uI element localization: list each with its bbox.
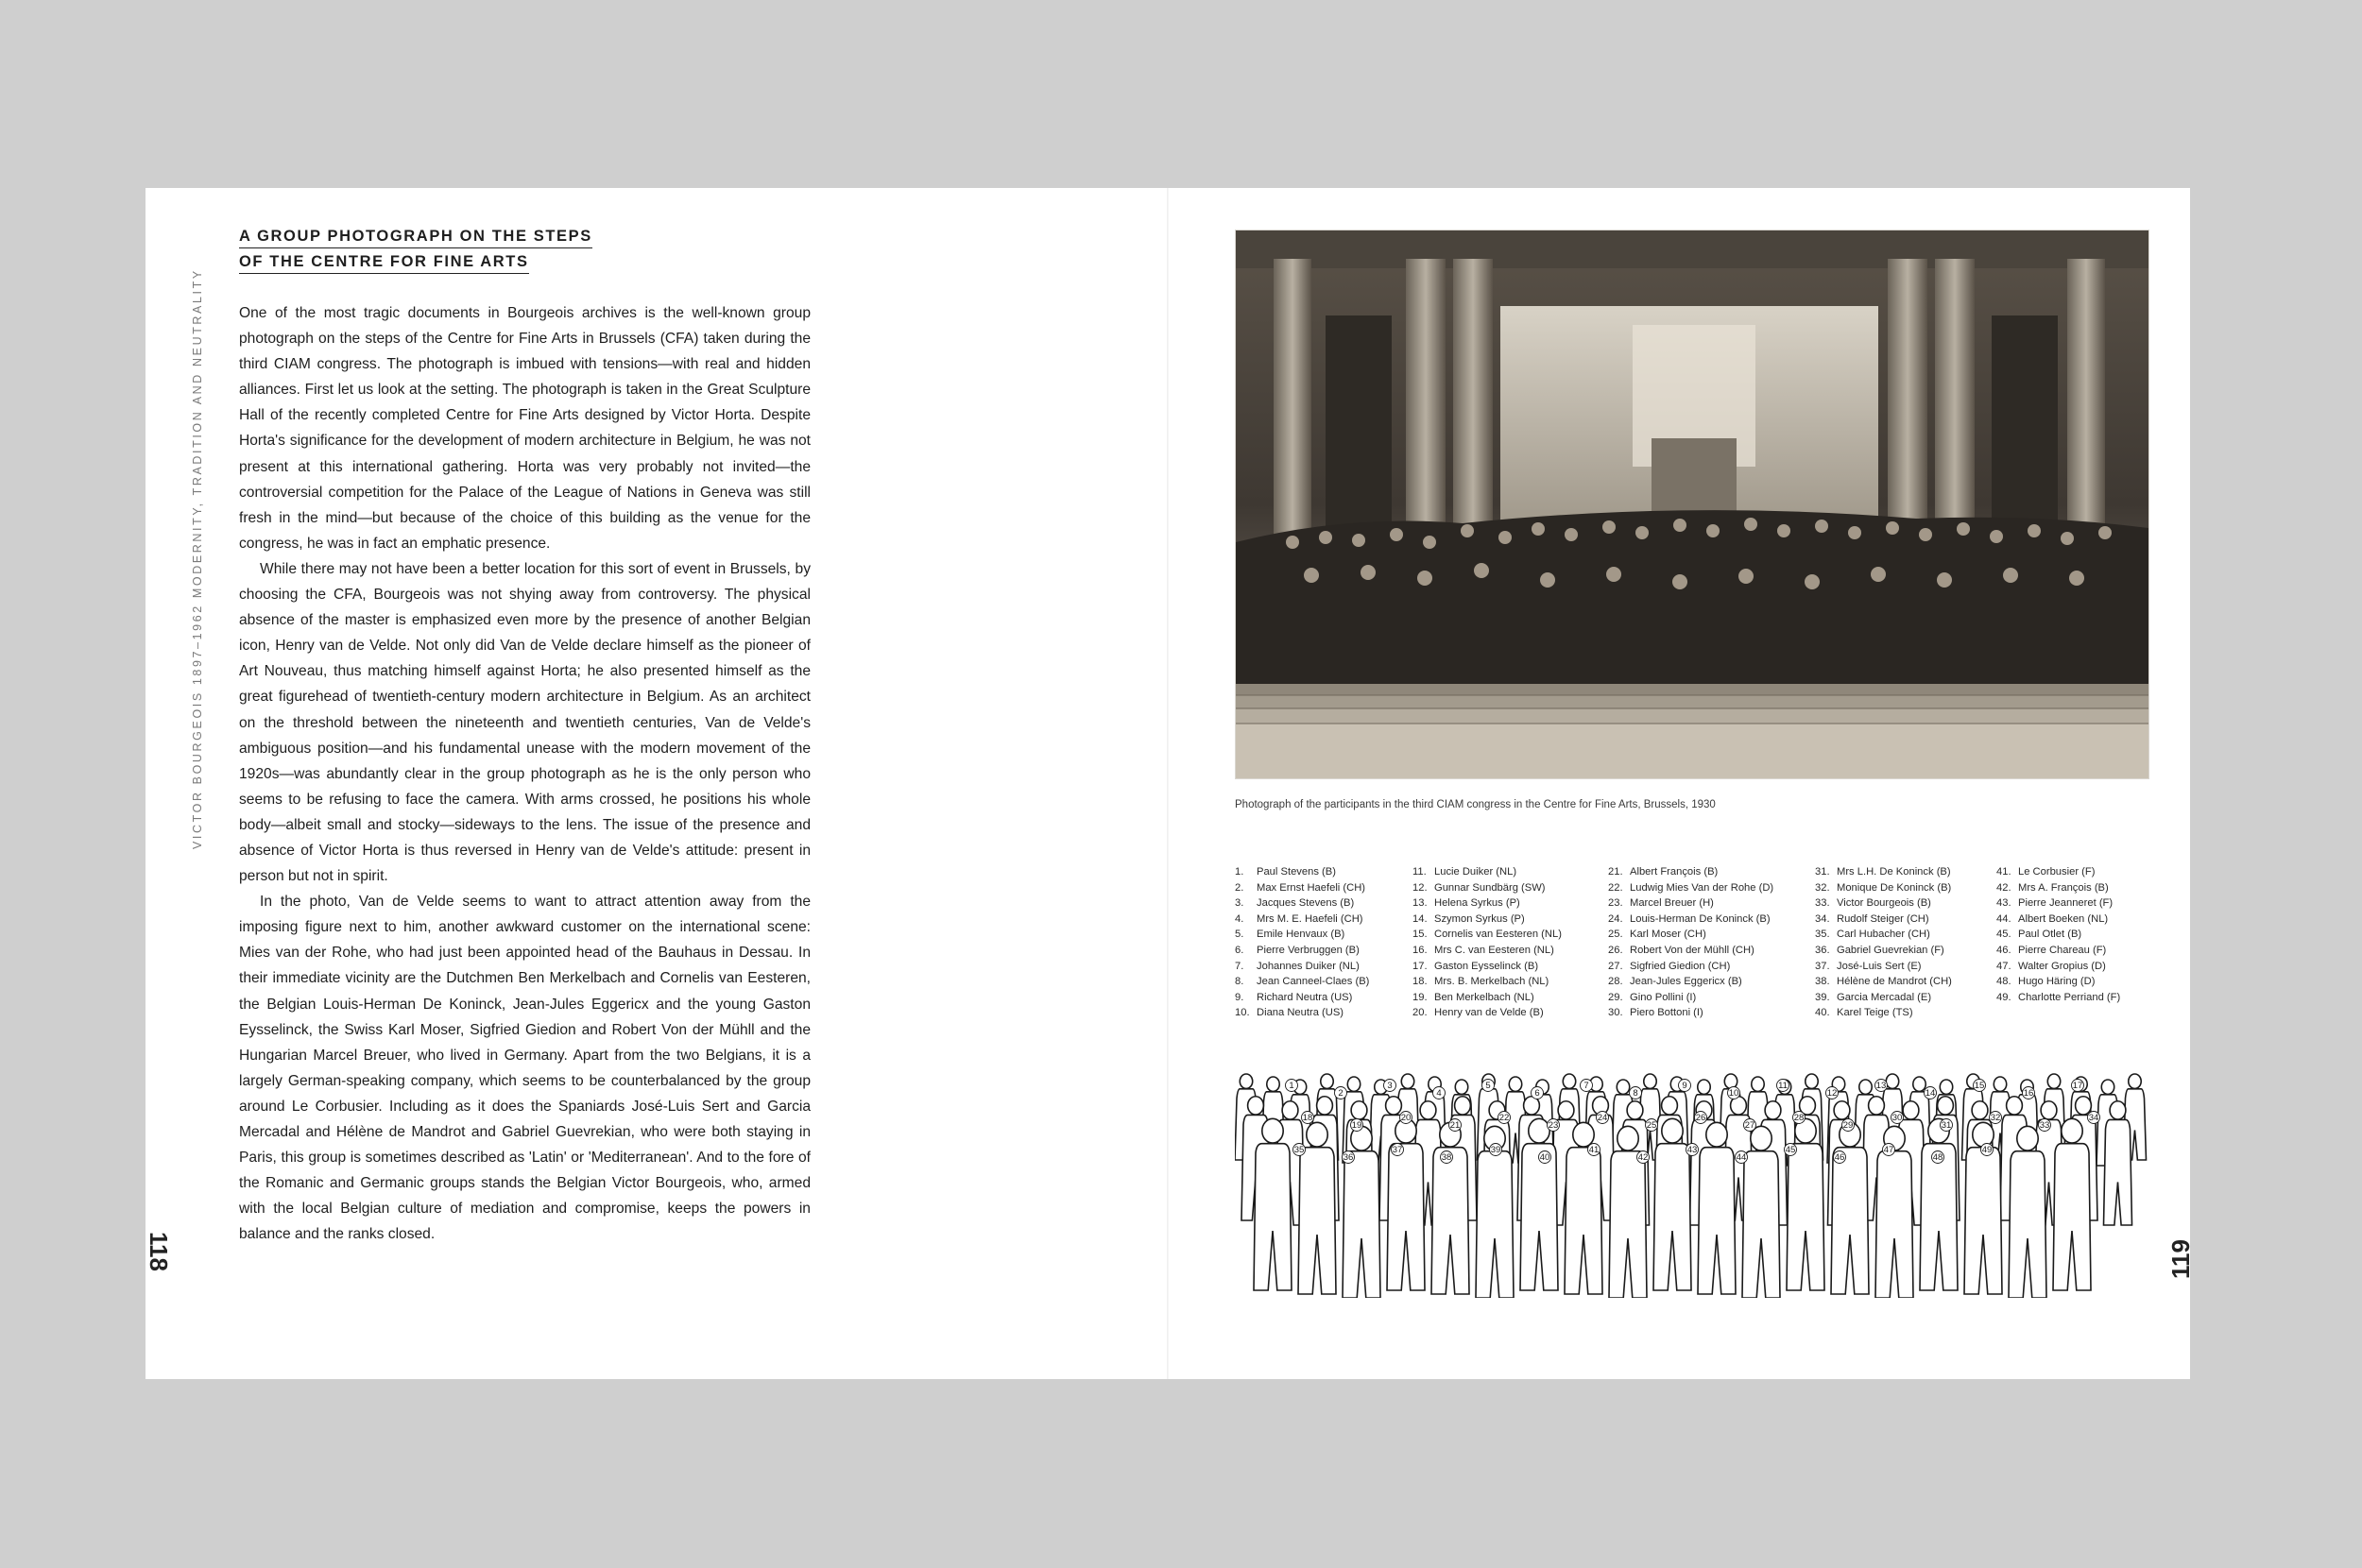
sketch-label: 10 bbox=[1728, 1088, 1739, 1099]
sketch-figure bbox=[1520, 1118, 1558, 1290]
photo-caption: Photograph of the participants in the third CIAM congress in the Centre for Fine Arts, Brussels, 1930 bbox=[1235, 799, 1716, 810]
sketch-label: 3 bbox=[1387, 1081, 1393, 1091]
legend-item: 9. Richard Neutra (US) bbox=[1235, 991, 1353, 1003]
sketch-figure bbox=[1742, 1126, 1780, 1298]
legend-item: 32. Monique De Koninck (B) bbox=[1815, 881, 1952, 894]
sketch-label: 21 bbox=[1449, 1120, 1461, 1131]
legend-item: 46. Pierre Chareau (F) bbox=[1996, 944, 2107, 956]
sketch-label: 26 bbox=[1695, 1113, 1706, 1123]
sketch-label: 44 bbox=[1736, 1152, 1747, 1163]
legend-item: 45. Paul Otlet (B) bbox=[1996, 929, 2082, 941]
page-number-left: 118 bbox=[145, 1232, 173, 1271]
sketch-label: 29 bbox=[1842, 1120, 1854, 1131]
right-page bbox=[1168, 188, 2195, 1379]
legend-item: 36. Gabriel Guevrekian (F) bbox=[1815, 944, 1944, 956]
sketch-label: 30 bbox=[1891, 1113, 1903, 1123]
legend-column-3 bbox=[1608, 864, 1773, 1021]
participant-legend bbox=[1235, 864, 2148, 1034]
sketch-label: 7 bbox=[1583, 1081, 1589, 1091]
legend-column-1 bbox=[1235, 864, 1369, 1021]
sketch-label: 25 bbox=[1646, 1120, 1657, 1131]
article-body bbox=[239, 300, 811, 1247]
sketch-label: 8 bbox=[1633, 1088, 1638, 1099]
sketch-label: 41 bbox=[1588, 1145, 1600, 1155]
legend-item: 25. Karl Moser (CH) bbox=[1608, 929, 1706, 941]
sketch-label: 42 bbox=[1637, 1152, 1649, 1163]
sketch-figure bbox=[1254, 1118, 1292, 1290]
sketch-label: 37 bbox=[1392, 1145, 1403, 1155]
sketch-figure bbox=[1920, 1118, 1958, 1290]
sketch-label: 5 bbox=[1485, 1081, 1491, 1091]
sketch-label: 18 bbox=[1302, 1113, 1313, 1123]
legend-item: 21. Albert François (B) bbox=[1608, 866, 1719, 878]
sketch-label: 27 bbox=[1744, 1120, 1755, 1131]
legend-item: 40. Karel Teige (TS) bbox=[1815, 1007, 1913, 1019]
legend-item: 31. Mrs L.H. De Koninck (B) bbox=[1815, 866, 1951, 878]
legend-column-4 bbox=[1815, 864, 1952, 1021]
sketch-label: 14 bbox=[1925, 1088, 1936, 1099]
sketch-figure bbox=[2009, 1126, 2046, 1298]
legend-item: 15. Cornelis van Eesteren (NL) bbox=[1412, 929, 1562, 941]
legend-item: 23. Marcel Breuer (H) bbox=[1608, 897, 1714, 910]
legend-item: 22. Ludwig Mies Van der Rohe (D) bbox=[1608, 881, 1774, 894]
sketch-label: 15 bbox=[1974, 1081, 1985, 1091]
sketch-label: 48 bbox=[1932, 1152, 1943, 1163]
group-photograph bbox=[1235, 230, 2149, 779]
legend-item: 24. Louis-Herman De Koninck (B) bbox=[1608, 912, 1771, 925]
sketch-label: 38 bbox=[1441, 1152, 1452, 1163]
sketch-label: 4 bbox=[1436, 1088, 1442, 1099]
sketch-label: 20 bbox=[1400, 1113, 1412, 1123]
legend-item: 13. Helena Syrkus (P) bbox=[1412, 897, 1520, 910]
sketch-label: 19 bbox=[1351, 1120, 1362, 1131]
sketch-figure bbox=[1831, 1122, 1869, 1294]
legend-item: 14. Szymon Syrkus (P) bbox=[1412, 912, 1525, 925]
legend-item: 33. Victor Bourgeois (B) bbox=[1815, 897, 1931, 910]
page-number-right: 119 bbox=[2166, 1239, 2195, 1279]
sketch-label: 1 bbox=[1289, 1081, 1294, 1091]
sketch-label: 13 bbox=[1875, 1081, 1887, 1091]
legend-item: 10. Diana Neutra (US) bbox=[1235, 1007, 1344, 1019]
legend-column-2 bbox=[1412, 864, 1562, 1021]
sketch-label: 43 bbox=[1686, 1145, 1698, 1155]
legend-item: 41. Le Corbusier (F) bbox=[1996, 866, 2096, 878]
legend-item: 3. Jacques Stevens (B) bbox=[1235, 897, 1355, 910]
legend-item: 4. Mrs M. E. Haefeli (CH) bbox=[1235, 912, 1363, 925]
sketch-label: 40 bbox=[1539, 1152, 1550, 1163]
paragraph-2: While there may not have been a better location for this sort of event in Brussels, by choosing the CFA, Bourgeois was not shying away from controversy. The physical absence of the master is emphasized even more by the presence of another Belgian icon, Henry van de Velde. Not only did Van de Velde declare himself as the pioneer of Art Nouveau, thus matching himself against Horta; he also presented himself as the great figurehead of twentieth-century modern architecture in Belgium. As an architect on the threshold between the nineteenth and twentieth centuries, Van de Velde's ambiguous position—and his fundamental unease with the modern movement of the 1920s—was abundantly clear in the group photograph as he is the only person who seems to be refusing to face the camera. With arms crossed, he positions his whole body—albeit small and stocky—sideways to the lens. The issue of the presence and absence of Victor Horta is thus reversed in Henry van de Velde's attitude: present in person but not in spirit. bbox=[239, 560, 811, 885]
sketch-label: 35 bbox=[1293, 1145, 1305, 1155]
sketch-label: 49 bbox=[1981, 1145, 1993, 1155]
legend-item: 34. Rudolf Steiger (CH) bbox=[1815, 912, 1929, 925]
sketch-label: 31 bbox=[1941, 1120, 1952, 1131]
sketch-label: 12 bbox=[1826, 1088, 1838, 1099]
left-page bbox=[145, 188, 1168, 1379]
legend-item: 7. Johannes Duiker (NL) bbox=[1235, 960, 1360, 972]
sketch-label: 22 bbox=[1498, 1113, 1510, 1123]
section-title-line-1: A GROUP PHOTOGRAPH ON THE STEPS bbox=[239, 225, 592, 248]
legend-item: 18. Mrs. B. Merkelbach (NL) bbox=[1412, 976, 1549, 988]
sketch-figure bbox=[1653, 1118, 1691, 1290]
sketch-label: 47 bbox=[1883, 1145, 1894, 1155]
legend-item: 1. Paul Stevens (B) bbox=[1235, 866, 1336, 878]
legend-item: 30. Piero Bottoni (I) bbox=[1608, 1007, 1703, 1019]
book-spread bbox=[145, 188, 2195, 1379]
legend-item: 39. Garcia Mercadal (E) bbox=[1815, 991, 1932, 1003]
sketch-label: 16 bbox=[2023, 1088, 2034, 1099]
sketch-label: 32 bbox=[1990, 1113, 2001, 1123]
legend-item: 12. Gunnar Sundbärg (SW) bbox=[1412, 881, 1546, 894]
legend-item: 47. Walter Gropius (D) bbox=[1996, 960, 2106, 972]
legend-item: 19. Ben Merkelbach (NL) bbox=[1412, 991, 1534, 1003]
numbered-figure-outline bbox=[1235, 1071, 2148, 1298]
sketch-label: 34 bbox=[2088, 1113, 2099, 1123]
legend-item: 20. Henry van de Velde (B) bbox=[1412, 1007, 1544, 1019]
sketch-label: 24 bbox=[1597, 1113, 1608, 1123]
legend-item: 29. Gino Pollini (I) bbox=[1608, 991, 1697, 1003]
paragraph-1: One of the most tragic documents in Bourgeois archives is the well-known group photograph on the steps of the Centre for Fine Arts in Brussels (CFA) taken during the third CIAM congress. The photograph is imbued with tensions—with real and hidden alliances. First let us look at the setting. The photograph is taken in the Great Sculpture Hall of the recently completed Centre for Fine Arts designed by Victor Horta. Despite Horta's significance for the development of modern architecture in Belgium, he was not present at this international gathering. Horta was very probably not invited—the controversial competition for the Palace of the League of Nations in Geneva was still fresh in the mind—but because of the choice of this building as the venue for the congress, he was in fact an emphatic presence. bbox=[239, 305, 811, 552]
sketch-label: 2 bbox=[1338, 1088, 1344, 1099]
sketch-label: 45 bbox=[1785, 1145, 1796, 1155]
legend-item: 42. Mrs A. François (B) bbox=[1996, 881, 2109, 894]
sketch-figure bbox=[2053, 1118, 2091, 1290]
sketch-label: 6 bbox=[1534, 1088, 1540, 1099]
legend-item: 28. Jean-Jules Eggericx (B) bbox=[1608, 976, 1742, 988]
legend-item: 49. Charlotte Perriand (F) bbox=[1996, 991, 2121, 1003]
legend-item: 27. Sigfried Giedion (CH) bbox=[1608, 960, 1731, 972]
sketch-figure bbox=[1698, 1122, 1736, 1294]
section-title bbox=[239, 224, 711, 275]
legend-item: 35. Carl Hubacher (CH) bbox=[1815, 929, 1930, 941]
legend-item: 44. Albert Boeken (NL) bbox=[1996, 912, 2109, 925]
sketch-label: 33 bbox=[2039, 1120, 2050, 1131]
sketch-label: 39 bbox=[1490, 1145, 1501, 1155]
sketch-label: 11 bbox=[1778, 1081, 1788, 1091]
legend-item: 43. Pierre Jeanneret (F) bbox=[1996, 897, 2114, 910]
legend-item: 11. Lucie Duiker (NL) bbox=[1412, 866, 1517, 878]
legend-column-5 bbox=[1996, 864, 2120, 1005]
legend-item: 2. Max Ernst Haefeli (CH) bbox=[1235, 881, 1366, 894]
sketch-label: 9 bbox=[1682, 1081, 1687, 1091]
legend-item: 5. Emile Henvaux (B) bbox=[1235, 929, 1345, 941]
legend-item: 16. Mrs C. van Eesteren (NL) bbox=[1412, 944, 1554, 956]
sketch-label: 17 bbox=[2072, 1081, 2083, 1091]
legend-item: 48. Hugo Häring (D) bbox=[1996, 976, 2096, 988]
running-head: VICTOR BOURGEOIS 1897–1962 MODERNITY, TRADITION AND NEUTRALITY bbox=[191, 268, 204, 849]
legend-item: 37. José-Luis Sert (E) bbox=[1815, 960, 1922, 972]
sketch-label: 46 bbox=[1834, 1152, 1845, 1163]
sketch-figure bbox=[1431, 1122, 1469, 1294]
sketch-label: 28 bbox=[1793, 1113, 1805, 1123]
legend-item: 38. Hélène de Mandrot (CH) bbox=[1815, 976, 1952, 988]
paragraph-3: In the photo, Van de Velde seems to want to attract attention away from the imposing figure next to him, another awkward customer on the international scene: Mies van der Rohe, who had just been appointed head of the Bauhaus in Dessau. In their immediate vicinity are the Dutchmen Ben Merkelbach and Cornelis van Eesteren, the Belgian Louis-Herman De Koninck, Jean-Jules Eggericx and the young Gaston Eysselinck, the Swiss Karl Moser, Sigfried Giedion and Robert Von der Mühll and the Hungarian Marcel Breuer, who lived in Germany. Apart from the two Belgians, it is a largely German-speaking company, which seems to be counterbalanced by the group around Le Corbusier. Including as it does the Spaniards José-Luis Sert and Garcia Mercadal and Hélène de Mandrot and Gabriel Guevrekian, who were both staying in Paris, this group is sometimes described as 'Latin' or 'Mediterranean'. And to the fore of the Romanic and Germanic groups stands the Belgian Victor Bourgeois, who, armed with the local Belgian culture of mediation and compromise, keeps the powers in balance and the ranks closed. bbox=[239, 894, 811, 1243]
sketch-label: 23 bbox=[1548, 1120, 1559, 1131]
section-title-line-2: OF THE CENTRE FOR FINE ARTS bbox=[239, 250, 529, 274]
legend-item: 26. Robert Von der Mühll (CH) bbox=[1608, 944, 1754, 956]
legend-item: 17. Gaston Eysselinck (B) bbox=[1412, 960, 1539, 972]
legend-item: 6. Pierre Verbruggen (B) bbox=[1235, 944, 1360, 956]
legend-item: 8. Jean Canneel-Claes (B) bbox=[1235, 976, 1370, 988]
sketch-label: 36 bbox=[1343, 1152, 1354, 1163]
